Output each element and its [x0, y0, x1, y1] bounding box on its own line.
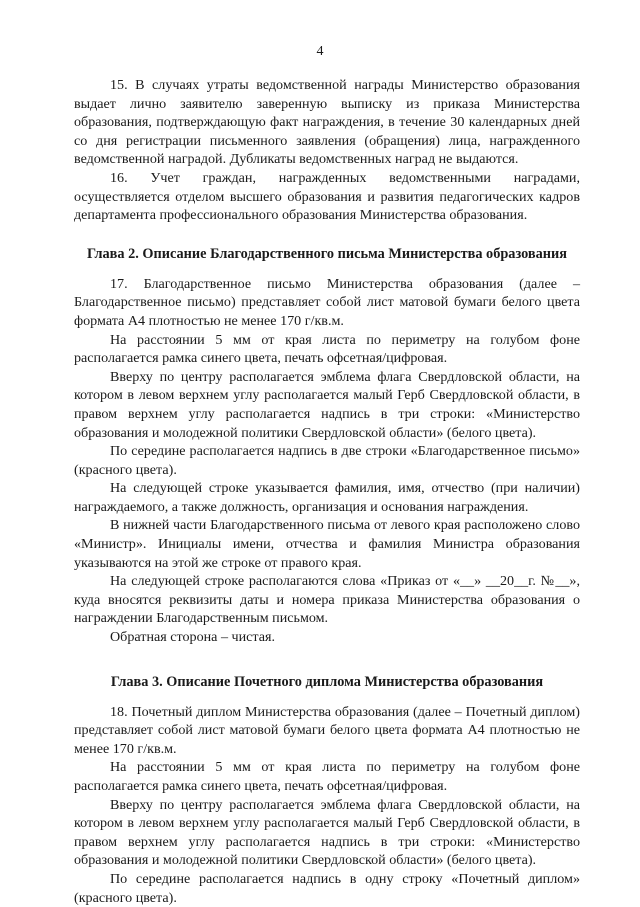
- paragraph: Вверху по центру располагается эмблема флага Свердловской области, на котором в левом верхнем углу располагается малый Герб Свердловской области, в правом верхнем углу располагается надпись в три строки: «Министерство образования и молодежной политики Свердловской области» (белого цвета).: [74, 368, 580, 441]
- paragraph-item-18: 18. Почетный диплом Министерства образования (далее – Почетный диплом) представляет собой лист матовой бумаги белого цвета формата А4 плотностью не менее 170 г/кв.м.: [74, 703, 580, 757]
- paragraph-item-16: 16. Учет граждан, награжденных ведомственными наградами, осуществляется отделом высшего образования и развития педагогических кадров департамента профессионального образования Министерства образования.: [74, 169, 580, 224]
- paragraph: На расстоянии 5 мм от края листа по периметру на голубом фоне располагается рамка синего цвета, печать офсетная/цифровая.: [74, 331, 580, 367]
- paragraph-item-15: 15. В случаях утраты ведомственной награды Министерство образования выдает лично заявителю заверенную выписку из приказа Министерства образования, подтверждающую факт награждения, в течение 30 календарных дней со дня регистрации письменного заявления (обращения) лица, награжденного ведомственной наградой. Дубликаты ведомственных наград не выдаются.: [74, 77, 580, 168]
- paragraph: На следующей строке указывается фамилия, имя, отчество (при наличии) награждаемого, а также должность, организация и основания награждения.: [74, 480, 580, 515]
- paragraph: По середине располагается надпись в две строки «Благодарственное письмо» (красного цвета).: [74, 443, 580, 478]
- paragraph: Обратная сторона – чистая.: [110, 629, 275, 646]
- paragraph: На следующей строке располагаются слова «Приказ от «__» __20__г. №__», куда вносятся реквизиты даты и номера приказа Министерства образования о награждении Благодарственным письмом.: [74, 573, 580, 627]
- chapter-2-title: Глава 2. Описание Благодарственного письма Министерства образования: [87, 245, 567, 262]
- paragraph: Вверху по центру располагается эмблема флага Свердловской области, на котором в левом верхнем углу располагается малый Герб Свердловской области, в правом верхнем углу располагается надпись в три строки: «Министерство образования и молодежной политики Свердловской области» (белого цвета).: [74, 796, 580, 869]
- page-number: 4: [316, 44, 324, 59]
- chapter-2: [74, 245, 580, 647]
- document-body: [74, 76, 580, 907]
- chapter-3-title: Глава 3. Описание Почетного диплома Министерства образования: [110, 673, 544, 690]
- paragraph: В нижней части Благодарственного письма от левого края расположено слово «Министр». Инициалы имени, отчества и фамилия Министра образования указываются на этой же строке от правого края.: [74, 517, 580, 571]
- paragraph: На расстоянии 5 мм от края листа по периметру на голубом фоне располагается рамка синего цвета, печать офсетная/цифровая.: [74, 759, 580, 794]
- paragraph: По середине располагается надпись в одну строку «Почетный диплом» (красного цвета).: [74, 870, 580, 906]
- chapter-3: [74, 673, 580, 907]
- section-items-15-16: [74, 76, 580, 225]
- paragraph-item-17: 17. Благодарственное письмо Министерства образования (далее – Благодарственное письмо) представляет собой лист матовой бумаги белого цвета формата А4 плотностью не менее 170 г/кв.м.: [74, 275, 580, 329]
